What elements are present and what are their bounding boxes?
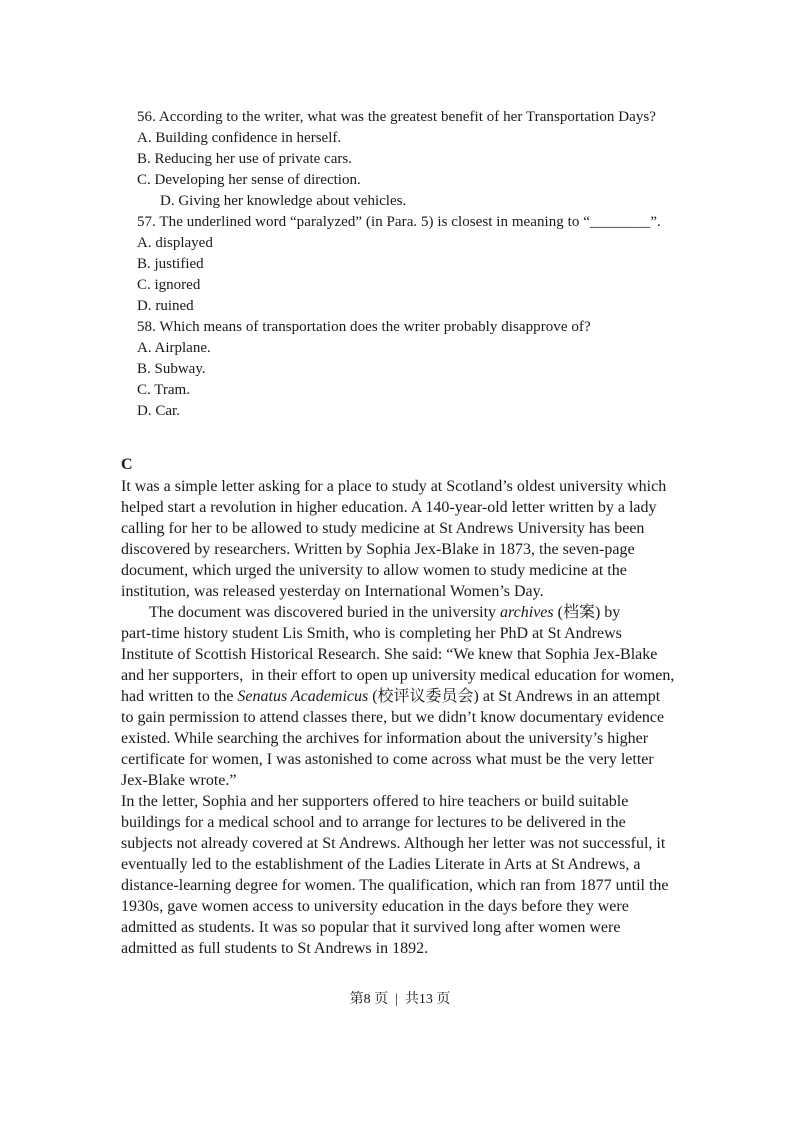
paragraph-3-line: eventually led to the establishment of the Ladies Literate in Arts at St Andrews, a xyxy=(121,856,641,873)
paragraph-2-line: and her supporters, in their effort to open up university medical education for women, xyxy=(121,667,675,684)
total-pages: 共13 页 xyxy=(404,992,451,1007)
paragraph-2-text: (校评议委员会) at St Andrews in an attempt xyxy=(368,688,661,705)
paragraph-1-line: document, which urged the university to allow women to study medicine at the xyxy=(121,562,627,579)
section-label: C xyxy=(121,456,133,473)
paragraph-1-line: calling for her to be allowed to study medicine at St Andrews University has been xyxy=(121,520,645,537)
paragraph-1-line: discovered by researchers. Written by Sophia Jex-Blake in 1873, the seven-page xyxy=(121,541,635,558)
paragraph-2-line: part-time history student Lis Smith, who is completing her PhD at St Andrews xyxy=(121,625,622,642)
question-57-option-d: D. ruined xyxy=(137,298,194,314)
paragraph-1-line: institution, was released yesterday on International Women’s Day. xyxy=(121,583,544,600)
paragraph-3-line: buildings for a medical school and to arrange for lectures to be delivered in the xyxy=(121,814,626,831)
paragraph-1-line: helped start a revolution in higher education. A 140-year-old letter written by a lady xyxy=(121,499,657,516)
paragraph-3-line: In the letter, Sophia and her supporters offered to hire teachers or build suitable xyxy=(121,793,629,810)
paragraph-2-line: Institute of Scottish Historical Research. She said: “We knew that Sophia Jex-Blake xyxy=(121,646,658,663)
paragraph-2-line: existed. While searching the archives for information about the university’s higher xyxy=(121,730,649,747)
question-58-option-c: C. Tram. xyxy=(137,382,190,398)
question-56-option-b: B. Reducing her use of private cars. xyxy=(137,151,352,167)
question-58-stem: 58. Which means of transportation does the writer probably disapprove of? xyxy=(137,319,591,335)
paragraph-3-line: subjects not already covered at St Andrews. Although her letter was not successful, it xyxy=(121,835,666,852)
question-57-option-a: A. displayed xyxy=(137,235,213,251)
question-56-stem: 56. According to the writer, what was the greatest benefit of her Transportation Days? xyxy=(137,109,656,125)
paragraph-2-text: had written to the xyxy=(121,688,238,705)
page-footer xyxy=(0,990,800,1010)
paragraph-2-line: certificate for women, I was astonished to come across what must be the very letter xyxy=(121,751,654,768)
footer-separator: | xyxy=(395,992,398,1007)
question-56-option-a: A. Building confidence in herself. xyxy=(137,130,342,146)
paragraph-2-line xyxy=(149,602,620,623)
page-number: 第8 页 xyxy=(349,992,389,1007)
paragraph-2-line: to gain permission to attend classes there, but we didn’t know documentary evidence xyxy=(121,709,665,726)
paragraph-3-line: 1930s, gave women access to university education in the days before they were xyxy=(121,898,629,915)
paragraph-2-text: (档案) by xyxy=(553,604,621,621)
question-57-option-c: C. ignored xyxy=(137,277,201,293)
question-58-option-a: A. Airplane. xyxy=(137,340,211,356)
paragraph-3-line: admitted as students. It was so popular that it survived long after women were xyxy=(121,919,621,936)
question-56-option-d: D. Giving her knowledge about vehicles. xyxy=(160,193,407,209)
senatus-academicus-term: Senatus Academicus xyxy=(237,688,369,705)
question-58-option-d: D. Car. xyxy=(137,403,180,419)
paragraph-2-line: Jex-Blake wrote.” xyxy=(121,772,237,789)
paragraph-3-line: admitted as full students to St Andrews in 1892. xyxy=(121,940,429,957)
question-57-option-b: B. justified xyxy=(137,256,204,272)
paragraph-1-line: It was a simple letter asking for a place to study at Scotland’s oldest university which xyxy=(121,478,667,495)
paragraph-3-line: distance-learning degree for women. The qualification, which ran from 1877 until the xyxy=(121,877,669,894)
paragraph-2-line xyxy=(121,686,660,707)
question-58-option-b: B. Subway. xyxy=(137,361,206,377)
question-56-option-c: C. Developing her sense of direction. xyxy=(137,172,361,188)
question-57-stem: 57. The underlined word “paralyzed” (in Para. 5) is closest in meaning to “________”. xyxy=(137,214,661,230)
paragraph-2-text: The document was discovered buried in the university xyxy=(149,604,501,621)
archives-term: archives xyxy=(500,604,554,621)
